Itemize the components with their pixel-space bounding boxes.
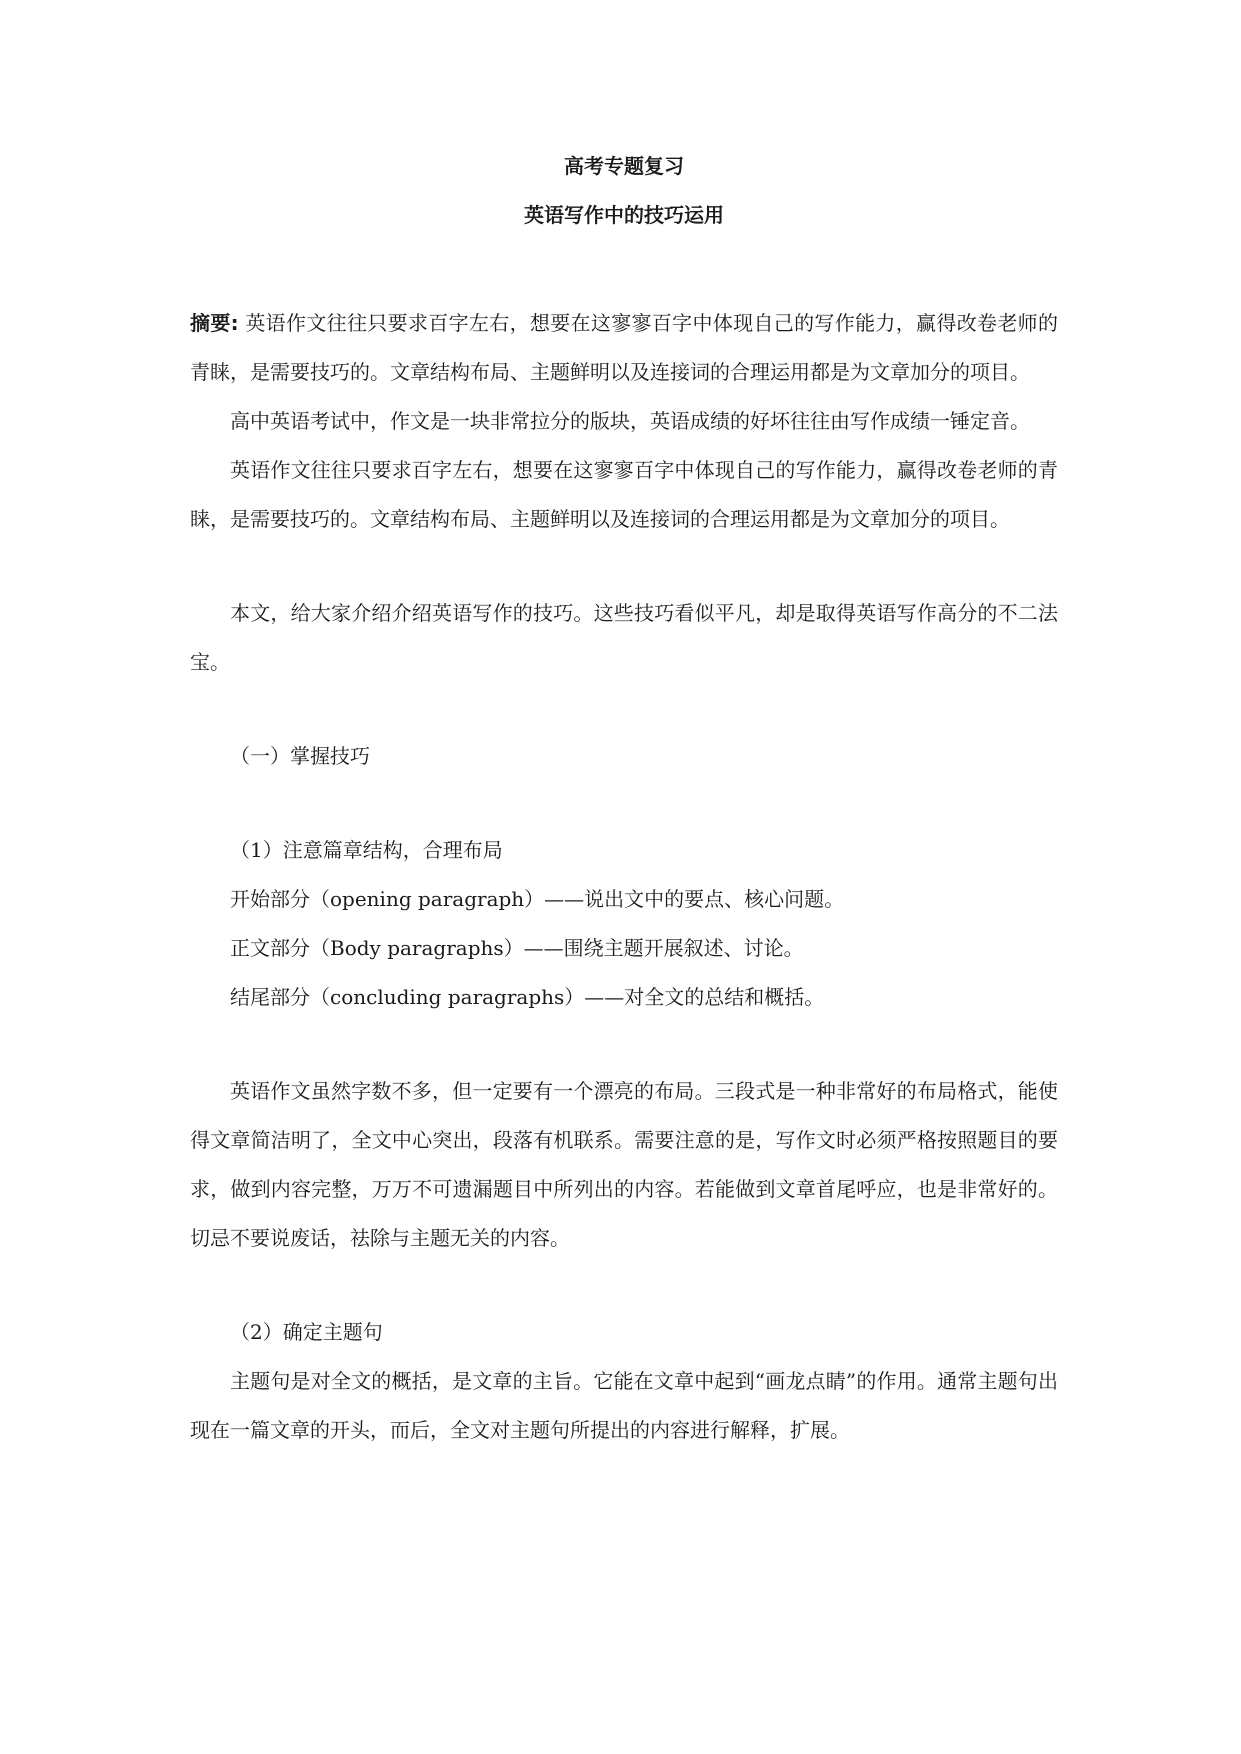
abstract-text: 英语作文往往只要求百字左右，想要在这寥寥百字中体现自己的写作能力，赢得改卷老师的青睐，是需要技巧的。文章结构布局、主题鲜明以及连接词的合理运用都是为文章加分的项目。: [190, 311, 1059, 384]
paragraph-3: 本文，给大家介绍介绍英语写作的技巧。这些技巧看似平凡，却是取得英语写作高分的不二法宝。: [190, 601, 1058, 674]
structure-concluding: 结尾部分（concluding paragraphs）——对全文的总结和概括。: [230, 985, 825, 1009]
document-title: 高考专题复习: [564, 154, 684, 178]
abstract-label: 摘要:: [190, 311, 239, 335]
subsection-2-heading: （2）确定主题句: [230, 1320, 383, 1344]
paragraph-1: 高中英语考试中，作文是一块非常拉分的版块，英语成绩的好坏往往由写作成绩一锤定音。: [230, 409, 1030, 433]
structure-body: 正文部分（Body paragraphs）——围绕主题开展叙述、讨论。: [230, 936, 804, 960]
paragraph-5: 主题句是对全文的概括，是文章的主旨。它能在文章中起到“画龙点睛”的作用。通常主题句出现在一篇文章的开头，而后，全文对主题句所提出的内容进行解释，扩展。: [190, 1369, 1058, 1442]
document-body: [190, 150, 1058, 1455]
paragraph-4: 英语作文虽然字数不多，但一定要有一个漂亮的布局。三段式是一种非常好的布局格式，能使得文章简洁明了，全文中心突出，段落有机联系。需要注意的是，写作文时必须严格按照题目的要求，做到内容完整，万万不可遗漏题目中所列出的内容。若能做到文章首尾呼应，也是非常好的。切忌不要说废话，祛除与主题无关的内容。: [190, 1079, 1058, 1250]
abstract-paragraph: [190, 299, 1058, 397]
document-subtitle: 英语写作中的技巧运用: [524, 203, 724, 227]
subsection-1-heading: （1）注意篇章结构，合理布局: [230, 838, 503, 862]
paragraph-2: 英语作文往往只要求百字左右，想要在这寥寥百字中体现自己的写作能力，赢得改卷老师的青睐，是需要技巧的。文章结构布局、主题鲜明以及连接词的合理运用都是为文章加分的项目。: [190, 458, 1058, 531]
section-1-heading: （一）掌握技巧: [230, 744, 370, 768]
structure-opening: 开始部分（opening paragraph）——说出文中的要点、核心问题。: [230, 887, 845, 911]
